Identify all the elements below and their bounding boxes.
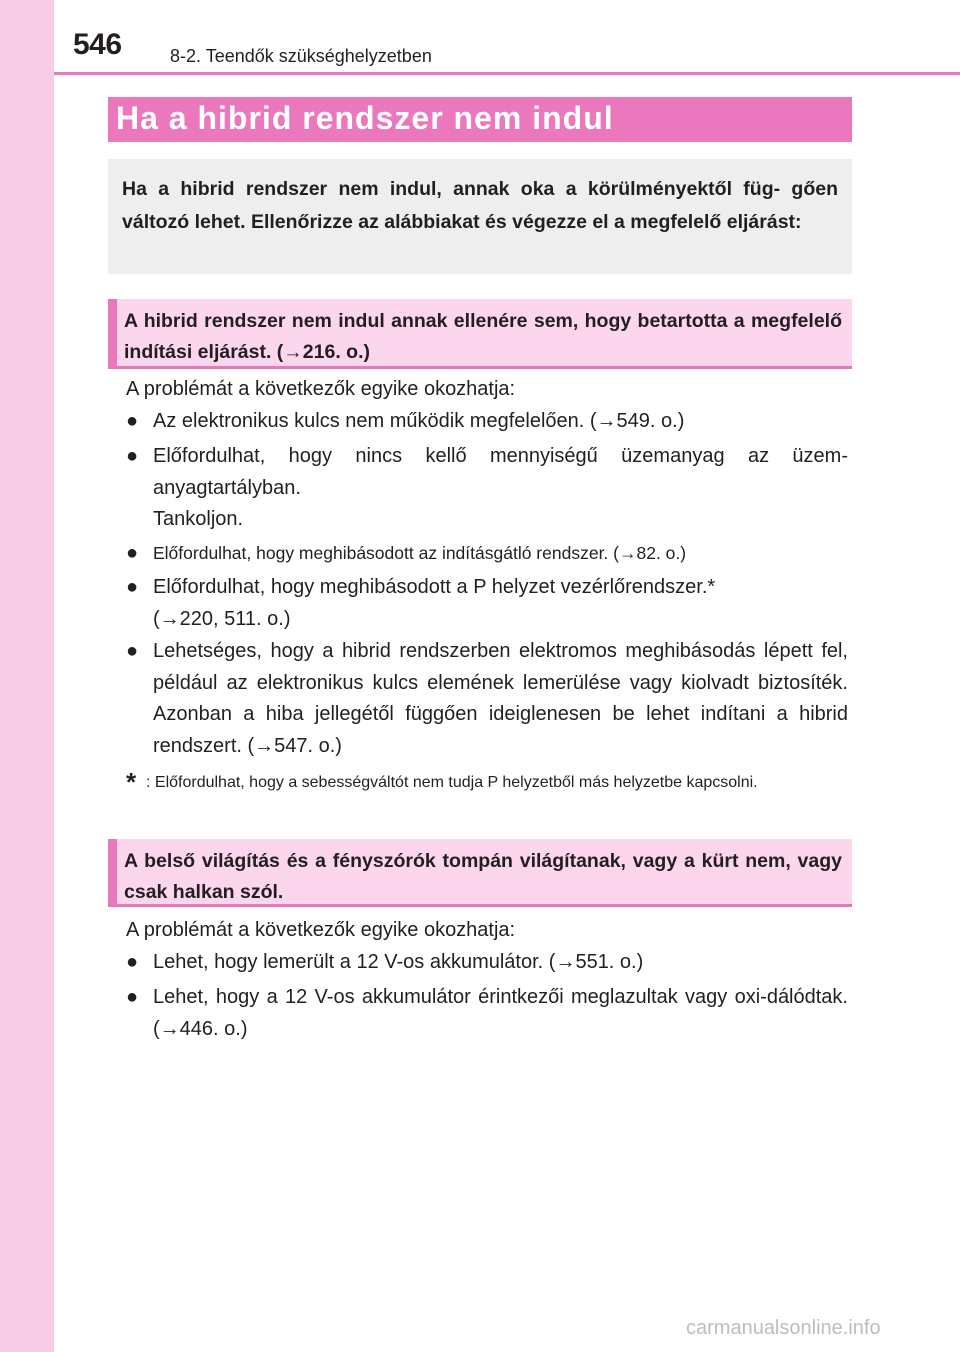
bullet-icon: ● bbox=[126, 951, 139, 973]
bullet-icon: ● bbox=[126, 576, 139, 598]
bullet-icon: ● bbox=[126, 986, 139, 1008]
bullet-icon: ● bbox=[126, 542, 139, 564]
chapter-title: 8-2. Teendők szükséghelyzetben bbox=[170, 46, 432, 66]
list-item bbox=[126, 538, 848, 570]
list-item-text: Lehet, hogy a 12 V-os akkumulátor érintkezői meglazultak vagy oxi-dálódtak. (→446. o.) bbox=[153, 986, 848, 1040]
bullet-icon: ● bbox=[126, 445, 139, 467]
list-item bbox=[126, 982, 848, 1045]
bullet-icon: ● bbox=[126, 410, 139, 432]
footnote-text: : Előfordulhat, hogy a sebességváltót nem tudja P helyzetből más helyzetbe kapcsolni. bbox=[146, 774, 758, 791]
list-item-note: (→220, 511. o.) bbox=[153, 608, 291, 630]
list-item bbox=[126, 636, 848, 762]
list-item bbox=[126, 572, 848, 604]
header-rule bbox=[54, 72, 960, 75]
list-item-text: Előfordulhat, hogy nincs kellő mennyiségű üzemanyag az üzem-anyagtartályban. bbox=[153, 445, 848, 499]
list-item-text: Az elektronikus kulcs nem működik megfelelően. (→549. o.) bbox=[153, 410, 685, 432]
section-title: Ha a hibrid rendszer nem indul bbox=[116, 100, 614, 136]
cause-lead-2: A problémát a következők egyike okozhatja: bbox=[126, 919, 516, 941]
list-item bbox=[126, 441, 848, 504]
intro-text: Ha a hibrid rendszer nem indul, annak oka a körülményektől füg- gően változó lehet. Ellenőrizze az alábbiakat és végezze el a megfelelő eljárást: bbox=[122, 178, 838, 233]
subheading-box-2 bbox=[108, 839, 852, 907]
list-item-text: Lehet, hogy lemerült a 12 V-os akkumulátor. (→551. o.) bbox=[153, 951, 644, 973]
list-item-text: Lehetséges, hogy a hibrid rendszerben elektromos meghibásodás lépett fel, például az elektronikus kulcs elemének lemerülése vagy kiolvadt biztosíték. Azonban a hiba jellegétől függően ideiglenesen be lehet indítani a hibrid rendszert. (→547. o.) bbox=[153, 640, 848, 757]
side-margin-band bbox=[0, 0, 54, 1352]
list-item bbox=[126, 406, 848, 438]
subheading-box-1 bbox=[108, 299, 852, 369]
list-item-text: Előfordulhat, hogy meghibásodott az indításgátló rendszer. (→82. o.) bbox=[153, 543, 687, 563]
footnote-mark: * bbox=[126, 767, 137, 797]
list-item-text: Előfordulhat, hogy meghibásodott a P helyzet vezérlőrendszer.* bbox=[153, 576, 716, 598]
list-item bbox=[126, 947, 848, 979]
intro-box bbox=[108, 159, 852, 274]
footnote bbox=[126, 767, 850, 797]
bullet-icon: ● bbox=[126, 640, 139, 662]
list-item-note: Tankoljon. bbox=[153, 508, 244, 530]
cause-lead-1: A problémát a következők egyike okozhatja: bbox=[126, 378, 516, 400]
watermark: carmanualsonline.info bbox=[686, 1317, 881, 1339]
subheading-1: A hibrid rendszer nem indul annak ellenére sem, hogy betartotta a megfelelő indítási eljárást. (→216. o.) bbox=[124, 310, 842, 363]
page-number: 546 bbox=[73, 28, 122, 61]
subheading-2: A belső világítás és a fényszórók tompán világítanak, vagy a kürt nem, vagy csak halkan szól. bbox=[124, 850, 842, 903]
